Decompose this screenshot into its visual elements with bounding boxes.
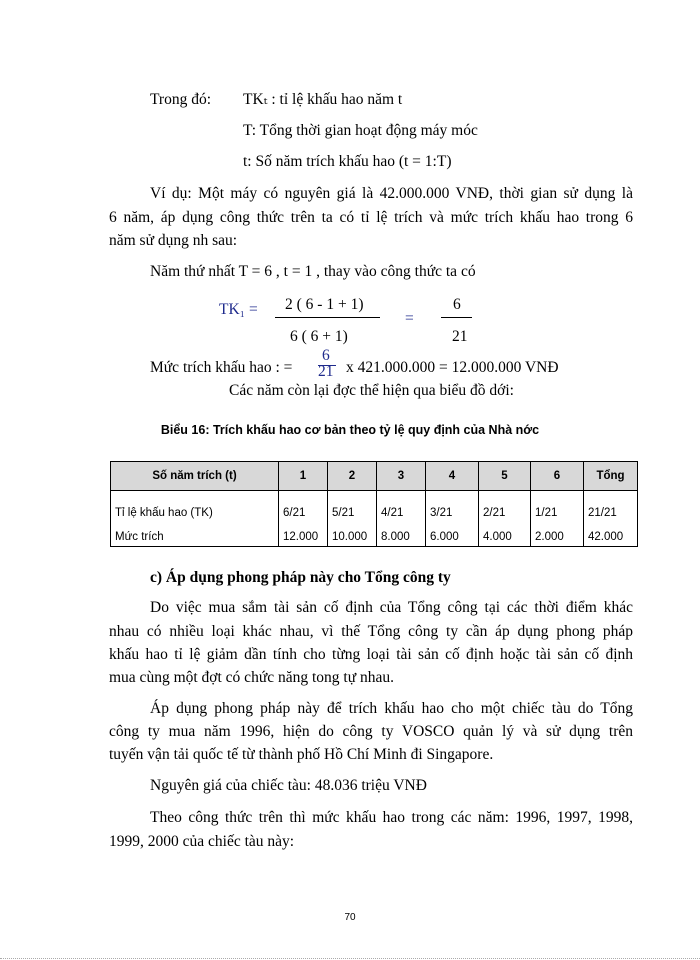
table-header-cell: 6 bbox=[531, 462, 584, 491]
table-header-cell: 3 bbox=[377, 462, 426, 491]
table-cell: 10.000 bbox=[328, 521, 377, 547]
year-definition: t: Số năm trích khấu hao (t = 1:T) bbox=[243, 153, 452, 170]
formula-fraction-bar bbox=[275, 317, 380, 318]
table-cell: 4.000 bbox=[479, 521, 531, 547]
formula-lhs: TK₁ = bbox=[219, 301, 258, 318]
table-header-row bbox=[111, 462, 638, 491]
table-cell: 6.000 bbox=[426, 521, 479, 547]
formula-result-bar bbox=[441, 317, 472, 318]
table-cell: 21/21 bbox=[584, 491, 638, 522]
page-bottom-divider bbox=[0, 958, 700, 959]
table-cell: 12.000 bbox=[279, 521, 328, 547]
table-caption: Biểu 16: Trích khấu hao cơ bản theo tỷ lệ quy định của Nhà nớc bbox=[160, 423, 540, 437]
paragraph-1-line-2: nhau có nhiều loại khác nhau, vì thế Tổng công ty cần áp dụng phong pháp bbox=[109, 623, 633, 640]
table-cell: 2/21 bbox=[479, 491, 531, 522]
remaining-years-line: Các năm còn lại đợc thể hiện qua biểu đồ dới: bbox=[229, 382, 514, 399]
table-row bbox=[111, 521, 638, 547]
example-line-1: Ví dụ: Một máy có nguyên giá là 42.000.000 VNĐ, thời gian sử dụng là bbox=[150, 185, 633, 202]
section-c-heading: c) Áp dụng phong pháp này cho Tổng công ty bbox=[150, 569, 451, 586]
rate-fraction-denominator: 21 bbox=[318, 363, 334, 380]
table-cell: 5/21 bbox=[328, 491, 377, 522]
table-header-cell: 1 bbox=[279, 462, 328, 491]
table-cell: 8.000 bbox=[377, 521, 426, 547]
paragraph-2-line-2: công ty mua năm 1996, hiện do công ty VOSCO quản lý và sử dụng trên bbox=[109, 723, 633, 740]
paragraph-1-line-3: khấu hao tỉ lệ giảm dần tính cho từng loại tài sản cố định hoặc tài sản cố định bbox=[109, 646, 633, 663]
total-time-definition: T: Tổng thời gian hoạt động máy móc bbox=[243, 122, 478, 139]
table-cell: Tỉ lệ khấu hao (TK) bbox=[111, 491, 279, 522]
table-cell: 6/21 bbox=[279, 491, 328, 522]
rate-line-suffix: x 421.000.000 = 12.000.000 VNĐ bbox=[346, 359, 559, 376]
table-header-cell: 5 bbox=[479, 462, 531, 491]
paragraph-1-line-1: Do việc mua sắm tài sản cố định của Tổng công tại các thời điểm khác bbox=[150, 599, 633, 616]
formula-result-denominator: 21 bbox=[452, 328, 468, 345]
formula-equals: = bbox=[405, 310, 414, 327]
first-year-line: Năm thứ nhất T = 6 , t = 1 , thay vào công thức ta có bbox=[150, 263, 476, 280]
formula-result-numerator: 6 bbox=[453, 296, 461, 313]
example-line-2: 6 năm, áp dụng công thức trên ta có tỉ lệ trích và mức trích khấu hao trong 6 bbox=[109, 209, 633, 226]
rate-line-prefix: Mức trích khấu hao : = bbox=[150, 359, 293, 376]
table-cell: 3/21 bbox=[426, 491, 479, 522]
paragraph-3: Nguyên giá của chiếc tàu: 48.036 triệu VNĐ bbox=[150, 777, 427, 794]
table-cell: 2.000 bbox=[531, 521, 584, 547]
table-cell: 42.000 bbox=[584, 521, 638, 547]
rate-fraction-numerator: 6 bbox=[322, 347, 330, 364]
table-cell: Mức trích bbox=[111, 521, 279, 547]
table-cell: 4/21 bbox=[377, 491, 426, 522]
paragraph-4-line-2: 1999, 2000 của chiếc tàu này: bbox=[109, 833, 295, 850]
paragraph-2-line-3: tuyến vận tải quốc tế từ thành phố Hồ Chí Minh đi Singapore. bbox=[109, 746, 494, 763]
depreciation-table bbox=[110, 461, 638, 547]
table-header-cell: 2 bbox=[328, 462, 377, 491]
table-header-cell: Tổng bbox=[584, 462, 638, 491]
example-line-3: năm sử dụng nh sau: bbox=[109, 232, 238, 249]
tk-definition: TKₜ : tỉ lệ khấu hao năm t bbox=[243, 91, 403, 108]
paragraph-2-line-1: Áp dụng phong pháp này để trích khấu hao cho một chiếc tàu do Tổng bbox=[150, 700, 633, 717]
definition-label: Trong đó: bbox=[150, 91, 212, 108]
paragraph-1-line-4: mua cùng một đợt có chức năng tong tự nhau. bbox=[109, 669, 394, 686]
formula-numerator: 2 ( 6 - 1 + 1) bbox=[285, 296, 364, 313]
table-header-cell: 4 bbox=[426, 462, 479, 491]
page-number: 70 bbox=[344, 912, 356, 923]
paragraph-4-line-1: Theo công thức trên thì mức khấu hao trong các năm: 1996, 1997, 1998, bbox=[150, 809, 633, 826]
table-header-cell: Số năm trích (t) bbox=[111, 462, 279, 491]
table-row bbox=[111, 491, 638, 522]
table-cell: 1/21 bbox=[531, 491, 584, 522]
formula-denominator: 6 ( 6 + 1) bbox=[290, 328, 348, 345]
